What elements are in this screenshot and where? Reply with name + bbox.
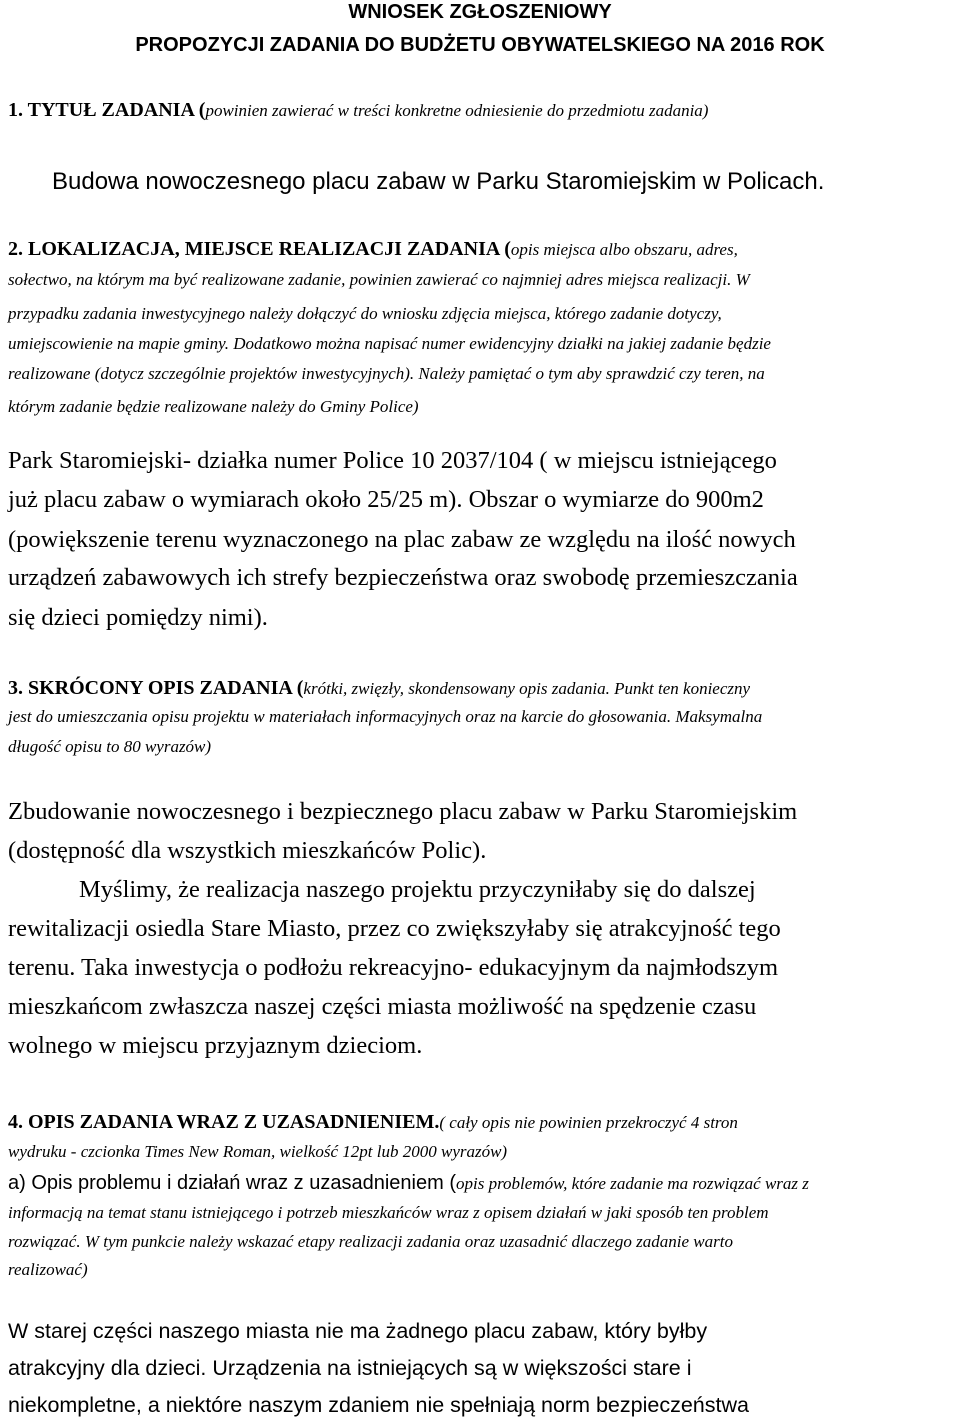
section-4-title: 4. OPIS ZADANIA WRAZ Z UZASADNIENIEM. — [8, 1111, 440, 1133]
section-3-answer-line: terenu. Taka inwestycja o podłożu rekreacyjno- edukacyjnym da najmłodszym — [8, 954, 779, 981]
section-3-title: 3. SKRÓCONY OPIS ZADANIA ( — [8, 677, 304, 699]
section-4-answer-line: atrakcyjny dla dzieci. Urządzenia na istniejących są w większości stare i — [8, 1356, 692, 1380]
section-1-hint: powinien zawierać w treści konkretne odniesienie do przedmiotu zadania) — [205, 101, 709, 120]
section-3-heading — [8, 673, 958, 705]
section-3-hint-line: krótki, zwięzły, skondensowany opis zadania. Punkt ten konieczny — [303, 679, 751, 698]
section-3-answer-line: Zbudowanie nowoczesnego i bezpiecznego placu zabaw w Parku Staromiejskim — [8, 798, 798, 825]
section-3-answer-line: rewitalizacji osiedla Stare Miasto, przez co zwiększyłaby się atrakcyjność tego — [8, 915, 781, 942]
form-title: WNIOSEK ZGŁOSZENIOWY — [348, 1, 612, 23]
section-2-hint-line: którym zadanie będzie realizowane należy do Gminy Police) — [8, 397, 419, 416]
section-3-answer-line: Myślimy, że realizacja naszego projektu przyczyniłaby się do dalszej — [79, 876, 756, 903]
section-2-answer-line: się dzieci pomiędzy nimi). — [8, 604, 268, 631]
section-4-sub-a-hint-line: rozwiązać. W tym punkcie należy wskazać etapy realizacji zadania oraz uzasadnić dlaczego zadanie warto — [8, 1232, 733, 1251]
section-4-sub-a-label: a) Opis problemu i działań wraz z uzasadnieniem ( — [8, 1172, 456, 1194]
section-3-answer-line: (dostępność dla wszystkich mieszkańców Polic). — [8, 837, 487, 864]
section-4-sub-a-hint-line: realizować) — [8, 1260, 88, 1279]
section-2-answer-line: już placu zabaw o wymiarach około 25/25 m). Obszar o wymiarze do 900m2 — [8, 486, 764, 513]
section-2-hint-line: przypadku zadania inwestycyjnego należy dołączyć do wniosku zdjęcia miejsca, którego zadanie dotyczy, — [8, 304, 722, 323]
section-3-hint-line: jest do umieszczania opisu projektu w materiałach informacyjnych oraz na karcie do głosowania. Maksymalna — [8, 707, 763, 726]
section-2-hint-line: umiejscowienie na mapie gminy. Dodatkowo można napisać numer ewidencyjny działki na jakiej zadanie będzie — [8, 334, 771, 353]
section-4-hint-line: ( cały opis nie powinien przekroczyć 4 stron — [439, 1113, 738, 1132]
section-4-sub-a-hint-line: informacją na temat stanu istniejącego i potrzeb mieszkańców wraz z opisem działań w jaki sposób ten problem — [8, 1203, 769, 1222]
form-subtitle: PROPOZYCJI ZADANIA DO BUDŻETU OBYWATELSKIEGO NA 2016 ROK — [135, 34, 825, 56]
section-1-title: 1. TYTUŁ ZADANIA ( — [8, 99, 206, 121]
section-4-heading — [8, 1107, 958, 1139]
section-1-answer: Budowa nowoczesnego placu zabaw w Parku Staromiejskim w Policach. — [52, 168, 825, 195]
section-2-answer-line: (powiększenie terenu wyznaczonego na plac zabaw ze względu na ilość nowych — [8, 526, 796, 553]
section-4-hint-line: wydruku - czcionka Times New Roman, wielkość 12pt lub 2000 wyrazów) — [8, 1142, 508, 1161]
section-4-sub-a — [8, 1168, 809, 1200]
section-2-hint-line: sołectwo, na którym ma być realizowane zadanie, powinien zawierać co najmniej adres miejsca realizacji. W — [8, 270, 750, 289]
section-2-answer-line: Park Staromiejski- działka numer Police 10 2037/104 ( w miejscu istniejącego — [8, 447, 777, 474]
section-1-heading — [8, 95, 958, 127]
section-4-answer-line: niekompletne, a niektóre naszym zdaniem nie spełniają norm bezpieczeństwa — [8, 1393, 749, 1417]
section-2-heading — [8, 235, 958, 265]
section-2-hint-line: opis miejsca albo obszaru, adres, — [510, 240, 738, 259]
section-3-answer-line: mieszkańcom zwłaszcza naszej części miasta możliwość na spędzenie czasu — [8, 993, 757, 1020]
section-2-title: 2. LOKALIZACJA, MIEJSCE REALIZACJI ZADANIA ( — [8, 238, 511, 260]
section-2-answer-line: urządzeń zabawowych ich strefy bezpieczeństwa oraz swobodę przemieszczania — [8, 564, 798, 591]
section-4-sub-a-hint-line: opis problemów, które zadanie ma rozwiązać wraz z — [455, 1174, 809, 1193]
section-4-answer-line: W starej części naszego miasta nie ma żadnego placu zabaw, który byłby — [8, 1319, 708, 1343]
section-3-answer-line: wolnego w miejscu przyjaznym dzieciom. — [8, 1032, 423, 1059]
section-2-hint-line: realizowane (dotycz szczególnie projektów inwestycyjnych). Należy pamiętać o tym aby sprawdzić czy teren, na — [8, 364, 765, 383]
section-3-hint-line: długość opisu to 80 wyrazów) — [8, 737, 212, 756]
